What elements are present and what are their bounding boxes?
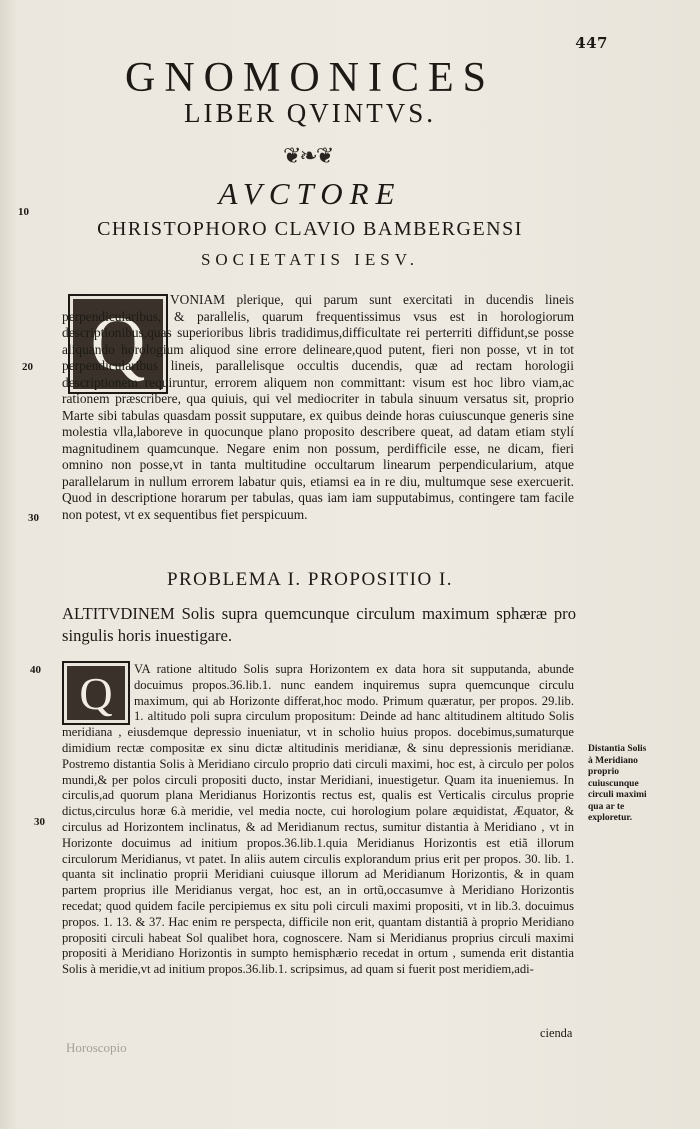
fleuron-ornament-icon: ❦❧❦ xyxy=(283,144,333,169)
proposition-statement: ALTITVDINEM Solis supra quemcunque circulum maximum sphæræ pro singulis horis inuestigare. xyxy=(62,604,576,645)
page-number: 447 xyxy=(575,34,608,52)
decorated-initial: Q xyxy=(68,294,168,394)
problem-heading: PROBLEMA I. PROPOSITIO I. xyxy=(166,569,454,590)
body-paragraph xyxy=(62,662,574,978)
book-title: GNOMONICES xyxy=(124,55,495,101)
catchword: cienda xyxy=(540,1026,573,1040)
auctore-heading: AVCTORE xyxy=(218,176,402,211)
line-number-10: 10 xyxy=(18,206,29,218)
line-number-20: 20 xyxy=(22,361,33,373)
line-number-40: 40 xyxy=(30,664,41,676)
author-line: CHRISTOPHORO CLAVIO BAMBERGENSI xyxy=(97,218,523,240)
line-number-30: 30 xyxy=(28,512,39,524)
book-subtitle: LIBER QVINTVS. xyxy=(184,98,436,128)
line-number-30-b: 30 xyxy=(34,816,45,828)
society-line: SOCIETATIS IESV. xyxy=(200,250,420,269)
intro-paragraph: VONIAM plerique, qui parum sunt exercitati in ducendis lineis perpendicularibus, & parallelis, quarum frequentissimus vsus est in horologiorum descriptionibus,quas superioribus libris tradidimus,difficultate rei perterriti diffidunt,se posse aliquando horologium aliquod sine errore delineare,quod putent, fieri non posse, vt in tot perpendicularibus lineis, parallelisque occultis ducendis, quæ ad rectam horologii descriptionem requiruntur, errorem aliquem non committant: visum est hoc libro viam,ac rationem præscribere, qua quiuis, qui vel mediocriter in tabula sinuum versatus sit, proprio Marte sibi tabulas quasdam possit supputare, ex quibus deinde horas cuiuscunque generis sine molestia vlla,laboreve in quocunque plano proposito describere queat, ad datam etiam stylí magnitudinem quamcunque. Negare enim non possum, perdifficile esse, ne dicam, fieri omnino non posse,vt in tanta multitudine occultarum linearum perpendicularium, atque parallelarum in nullum errorem labatur quis, etiamsi ea in re diu, multumque sese exercuerit. Quod in descriptione horarum per tabulas, quas iam iam supputabimus, contingere tam facile non potest, vt ex sequentibus fiet perspicuum. xyxy=(62,292,574,522)
show-through-text: Horoscopio xyxy=(66,1040,127,1055)
margin-note: Distantia Solis à Meridiano proprio cuiuscunque circuli maximi qua ar te exploretur. xyxy=(588,744,647,823)
decorated-initial-small: Q xyxy=(62,661,130,725)
body-paragraph-text: VA ratione altitudo Solis supra Horizontem ex data hora sit supputanda, abunde docuimus propos.36.lib.1. nunc eandem inquiremus supra quemcunque circulu maximum, qui ab Horizonte differat,hoc modo. Primum quæratur, per propos. 29.lib. 1. altitudo poli supra circulum propositum: Deinde ad hanc altitudinem altitudo Solis meridiana , eiusdemque depressio inueniatur, vt in scholio huius propos. docebimus,sumaturque dimidium rectæ compositæ ex sinu dictæ altitudinis meridianæ, & sinu depressionis meridianæ. Postremo distantia Solis à Meridiano circulo proprio dati circuli maximi, hoc est, à circulo per polos mundi,& per polos circuli propositi ducto, instar Meridiani, inuestigetur. Quam ita inueniemus. In circulis,ad quorum plana Meridianus Horizontis rectus est, qualis est Verticalis circulus proprie dictus,circulus horæ 6.à meridie, vel media nocte, cui horologium polare æquidistat, Æquator, & circulus ad Horizontem inclinatus, & ad Meridianum rectus, sumitur distantia à Meridiano , vt in Horizonte docuimus ad initium propos.36.lib.1.quia Meridianus Horizontis est etiã illorum circulorum Meridianus, vt patet. In aliis autem circulis explorandum prius erit per propos. 30. lib. 1. quanta sit inclinatio proprii Meridiani cuiusque illorum ad Meridianum Horizontis, & in quam partem proprius ille Meridianus vergat, hoc est, an in ortũ,occasumve à Meridiano Horizontis recedat; quod quidem facile percipiemus ex situ poli circuli maximi propositi, vt in lib.3. docuimus propos. 1. 13. & 37. Hac enim re perspecta, difficile non erit, quantam distantiã à proprio Meridiano propositi circuli habeat Sol qualibet hora, cognoscere. Nam si Meridianus proprius circuli maximi propositi à Meridiano Horizontis in sumpto hemisphærio recedat in ortum , sumenda erit distantia Solis à meridie,vt ad initium propos.36.lib.1. scripsimus, ad quam si fuerit post meridiem,adi- xyxy=(62,662,574,977)
